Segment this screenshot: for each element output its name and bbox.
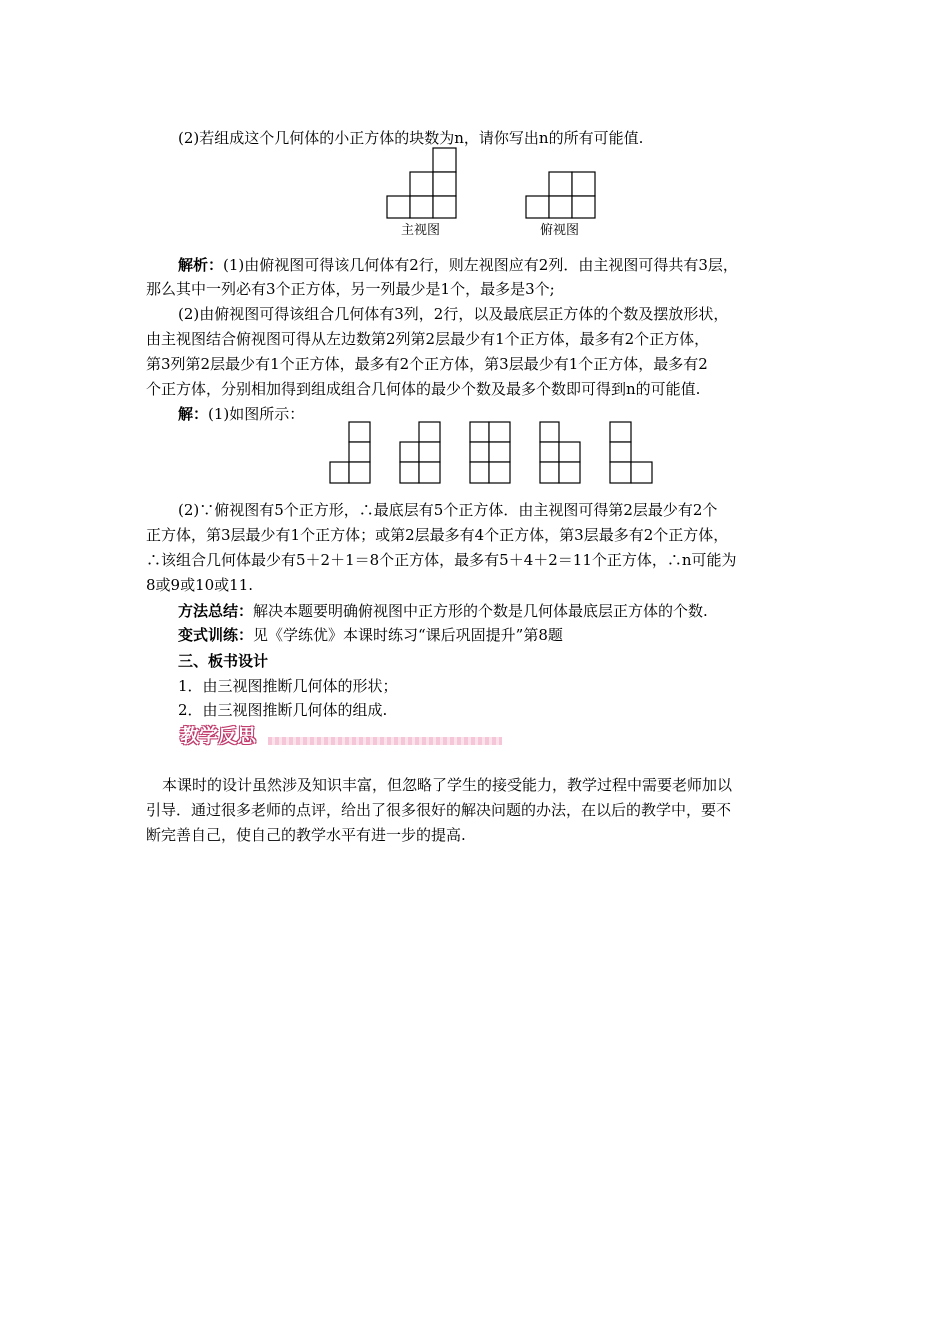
banner-decoration (268, 737, 502, 745)
reflection-line-1: 本课时的设计虽然涉及知识丰富，但忽略了学生的接受能力，教学过程中需要老师加以 (162, 776, 733, 794)
solution-line-2: (2)∵俯视图有5个正方形，∴最底层有5个正方体．由主视图可得第2层最少有2个 (178, 501, 718, 519)
variant-label: 变式训练： (178, 626, 254, 644)
board-item-2: 2．由三视图推断几何体的组成. (178, 701, 388, 719)
analysis-line-3: (2)由俯视图可得该组合几何体有3列，2行，以及最底层正方体的个数及摆放形状， (178, 305, 729, 323)
variant-training: 变式训练：见《学练优》本课时练习“课后巩固提升”第8题 (178, 626, 563, 644)
reflection-line-2: 引导．通过很多老师的点评，给出了很多很好的解决问题的办法，在以后的教学中，要不 (146, 801, 732, 819)
solution-line-1: 解：(1)如图所示： (178, 405, 305, 423)
board-design-heading: 三、板书设计 (178, 652, 269, 670)
reflection-line-3: 断完善自己，使自己的教学水平有进一步的提高. (146, 826, 466, 844)
front-view-figure (385, 146, 460, 220)
analysis-line-2: 那么其中一列必有3个正方体，另一列最少是1个，最多是3个; (146, 280, 555, 298)
analysis-line-1: 解析：(1)由俯视图可得该几何体有2行，则左视图应有2列．由主视图可得共有3层， (178, 256, 738, 274)
analysis-line-5: 第3列第2层最少有1个正方体，最多有2个正方体，第3层最少有1个正方体，最多有2 (146, 355, 708, 373)
analysis-line-6: 个正方体，分别相加得到组成组合几何体的最少个数及最多个数即可得到n的可能值. (146, 380, 701, 398)
left-view-option-5 (608, 420, 654, 486)
left-view-option-2 (398, 420, 444, 486)
left-view-option-1 (328, 420, 374, 486)
board-item-1: 1．由三视图推断几何体的形状； (178, 677, 398, 695)
solution-line-5: 8或9或10或11. (146, 576, 254, 594)
front-view-caption: 主视图 (401, 223, 441, 238)
top-view-caption: 俯视图 (540, 223, 580, 238)
question-2-text: (2)若组成这个几何体的小正方体的块数为n，请你写出n的所有可能值. (178, 129, 644, 147)
analysis-label: 解析： (178, 256, 224, 274)
top-view-figure (524, 170, 599, 220)
solution-line-4: ∴该组合几何体最少有5＋2＋1＝8个正方体，最多有5＋4＋2＝11个正方体，∴n可能为 (146, 551, 737, 569)
banner-title: 教学反思 (180, 725, 257, 747)
teaching-reflection-banner (172, 719, 502, 749)
method-summary: 方法总结：解决本题要明确俯视图中正方形的个数是几何体最底层正方体的个数. (178, 602, 708, 620)
analysis-line-4: 由主视图结合俯视图可得从左边数第2列第2层最少有1个正方体，最多有2个正方体， (146, 330, 710, 348)
solution-line-3: 正方体，第3层最少有1个正方体；或第2层最多有4个正方体，第3层最多有2个正方体， (146, 526, 729, 544)
left-view-option-4 (538, 420, 584, 486)
solution-label: 解： (178, 405, 209, 423)
left-view-option-3 (468, 420, 514, 486)
method-label: 方法总结： (178, 602, 254, 620)
